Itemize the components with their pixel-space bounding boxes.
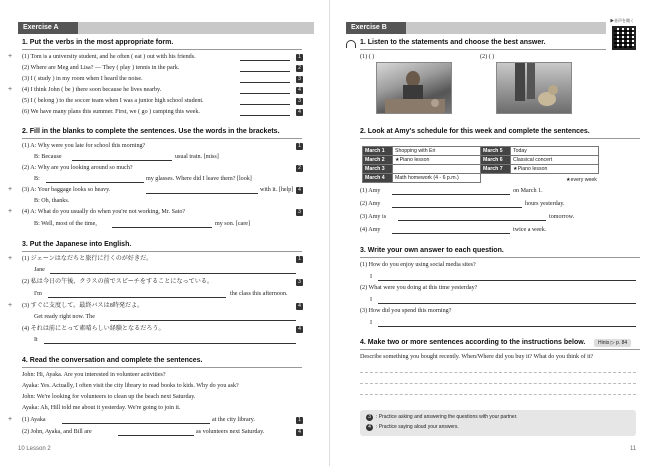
schedule-activity: Math homework (4 - 6 p.m.) <box>393 174 481 183</box>
answer-blank[interactable] <box>50 267 296 274</box>
conversation-line-4: Ayaka: Ah, Hill told me about it yesterday. We're going to join it. <box>22 405 181 411</box>
plus-icon: + <box>8 416 13 423</box>
s3-q4-b: It <box>34 337 38 343</box>
answer-blank[interactable] <box>44 337 296 344</box>
level-badge: 4 <box>296 429 303 436</box>
s4-right-prompt: Describe something you bought recently. When/Where did you buy it? What do you think of it? <box>360 354 594 360</box>
schedule-row <box>363 156 599 165</box>
qr-label: ▶音声を聞く <box>610 18 634 23</box>
schedule-empty <box>481 174 511 183</box>
answer-blank[interactable] <box>392 188 510 195</box>
s4-q2-b: as volunteers next Saturday. <box>196 429 265 435</box>
s2-q2-b: B: <box>34 176 40 182</box>
schedule-activity: ★Piano lesson <box>393 156 481 165</box>
answer-blank[interactable] <box>398 214 546 221</box>
s4-q2: (2) John, Ayaka, and Bill are <box>22 429 92 435</box>
plus-icon: + <box>8 255 13 262</box>
section-1-title: 1. Put the verbs in the most appropriate form. <box>22 39 174 46</box>
photo-woman-kitchen <box>376 62 452 114</box>
photo-2-answer[interactable]: (2) ( ) <box>480 54 495 60</box>
section-1-title: 1. Listen to the statements and choose the best answer. <box>360 39 546 46</box>
answer-blank[interactable] <box>118 429 194 436</box>
divider <box>22 251 302 252</box>
level-badge: 1 <box>296 256 303 263</box>
s1-line-4: (4) I think John ( be ) there soon because he lives nearby. <box>22 87 162 93</box>
practice-instruction-1: : Practice asking and answering the questions with your partner. <box>376 414 518 420</box>
level-badge: 3 <box>296 76 303 83</box>
answer-blank[interactable] <box>110 314 296 321</box>
page-number-left: 10 Lesson 2 <box>18 446 51 452</box>
schedule-table <box>362 146 599 183</box>
s2-right-q1-b: on March 1. <box>513 188 543 194</box>
s3-q2-b2: the class this afternoon. <box>230 291 288 297</box>
s3-q4: (4) それは前にとって素晴らしい経験となるだろう。 <box>22 326 165 332</box>
schedule-day: March 1 <box>363 147 393 156</box>
s3-q1-b: Jane <box>34 267 45 273</box>
s2-q4-b2: my son. [care] <box>215 221 251 227</box>
schedule-row <box>363 147 599 156</box>
level-badge: 3 <box>296 279 303 286</box>
answer-blank[interactable] <box>48 291 226 298</box>
level-badge: 4 <box>296 187 303 194</box>
schedule-day: March 2 <box>363 156 393 165</box>
answer-blank[interactable] <box>378 297 636 304</box>
s3-right-q2: (2) What were you doing at this time yesterday? <box>360 285 478 291</box>
photo-dog-walk <box>496 62 572 114</box>
schedule-day: March 6 <box>481 156 511 165</box>
photo-1-answer[interactable]: (1) ( ) <box>360 54 375 60</box>
page-number-right: 11 <box>630 446 637 452</box>
s4-q1: (1) Ayaka <box>22 417 46 423</box>
s3-right-i2: I <box>370 297 373 303</box>
level-badge: 3 <box>296 98 303 105</box>
conversation-line-2: Ayaka: Yes. Actually, I often visit the city library to read books to kids. Why do you ask? <box>22 383 239 389</box>
s3-q3-b: Get ready right now. The <box>34 314 95 320</box>
plus-icon: + <box>8 186 13 193</box>
answer-blank[interactable] <box>378 274 636 281</box>
answer-blank[interactable] <box>240 54 290 61</box>
s2-q4-b: B: Well, most of the time, <box>34 221 97 227</box>
schedule-row <box>363 165 599 174</box>
schedule-activity <box>393 165 481 174</box>
s2-right-q4-b: twice a week. <box>513 227 547 233</box>
headphone-icon <box>346 40 356 48</box>
s2-right-q1: (1) Amy <box>360 188 381 194</box>
s2-q3-a: (3) A: Your baggage looks so heavy. <box>22 187 111 193</box>
s3-right-q3: (3) How did you spend this morning? <box>360 308 452 314</box>
writing-line[interactable] <box>360 394 636 395</box>
s2-q2-b2: my glasses. Where did I leave them? [look] <box>146 176 252 182</box>
s1-line-3: (3) I ( study ) in my room when I heard the noise. <box>22 76 143 82</box>
schedule-activity: Today <box>511 147 599 156</box>
schedule-activity: Shopping with Eri <box>393 147 481 156</box>
section-4-title: 4. Read the conversation and complete the sentences. <box>22 357 203 364</box>
photo-dog-icon <box>497 63 572 114</box>
s2-q3-a2: with it. [help] <box>260 187 294 193</box>
s2-q3-b: B: Oh, thanks. <box>34 198 70 204</box>
s2-right-q3-b: tomorrow. <box>549 214 575 220</box>
level-badge: 4 <box>296 303 303 310</box>
practice-number-badge: 3 <box>366 414 373 421</box>
s2-right-q2-b: hours yesterday. <box>525 201 565 207</box>
plus-icon: + <box>8 302 13 309</box>
level-badge: 1 <box>296 143 303 150</box>
s4-q1-b: at the city library. <box>212 417 255 423</box>
divider <box>22 49 302 50</box>
answer-blank[interactable] <box>392 201 522 208</box>
answer-blank[interactable] <box>378 320 636 327</box>
s2-q1-b2: usual train. [miss] <box>175 154 219 160</box>
answer-blank[interactable] <box>46 176 144 183</box>
s2-right-q2: (2) Amy <box>360 201 381 207</box>
schedule-day: March 5 <box>481 147 511 156</box>
writing-line[interactable] <box>360 383 636 384</box>
level-badge: 2 <box>296 65 303 72</box>
level-badge: 4 <box>296 326 303 333</box>
divider <box>360 257 640 258</box>
section-3-title: 3. Write your own answer to each question. <box>360 247 504 254</box>
s3-right-i1: I <box>370 274 373 280</box>
schedule-activity: ★Piano lesson <box>511 165 599 174</box>
answer-blank[interactable] <box>112 221 212 228</box>
s2-q1-a: (1) A: Why were you late for school this morning? <box>22 143 146 149</box>
s3-q2-b: I'm <box>34 291 42 297</box>
answer-blank[interactable] <box>62 417 210 424</box>
answer-blank[interactable] <box>240 87 290 94</box>
level-badge: 4 <box>296 109 303 116</box>
s2-q1-b: B: Because <box>34 154 62 160</box>
divider <box>360 49 606 50</box>
writing-line[interactable] <box>360 372 636 373</box>
schedule-day: March 4 <box>363 174 393 183</box>
s3-q3: (3) すぐに支度して。最終バスは8時発だよ。 <box>22 303 144 309</box>
schedule-activity: Classical concert <box>511 156 599 165</box>
photo-figure-icon <box>377 63 452 114</box>
s2-right-q3: (3) Amy is <box>360 214 387 220</box>
answer-blank[interactable] <box>240 76 290 83</box>
section-4-title: 4. Make two or more sentences according to the instructions below. <box>360 339 586 346</box>
answer-blank[interactable] <box>240 65 290 72</box>
s3-q2: (2) 私は今日の午後、クラスの前でスピーチをすることになっている。 <box>22 279 214 285</box>
s2-q4-a: (4) A: What do you usually do when you're not working, Mr. Sato? <box>22 209 186 215</box>
schedule-row <box>363 174 599 183</box>
divider <box>360 349 640 350</box>
divider <box>22 367 302 368</box>
schedule-note: ★every week <box>566 177 597 183</box>
answer-blank[interactable] <box>146 187 258 194</box>
s2-q2-a: (2) A: Why are you looking around so much? <box>22 165 133 171</box>
answer-blank[interactable] <box>392 227 510 234</box>
exercise-b-tab: Exercise B <box>346 22 406 34</box>
answer-blank[interactable] <box>240 109 290 116</box>
schedule-day: March 3 <box>363 165 393 174</box>
s1-line-2: (2) Where are Meg and Lisa? — They ( play ) tennis in the park. <box>22 65 180 71</box>
level-badge: 4 <box>296 87 303 94</box>
answer-blank[interactable] <box>240 98 290 105</box>
plus-icon: + <box>8 86 13 93</box>
divider <box>22 138 302 139</box>
hints-badge[interactable]: Hints ▷ p. 84 <box>594 339 631 347</box>
level-badge: 1 <box>296 417 303 424</box>
plus-icon: + <box>8 53 13 60</box>
section-2-title: 2. Look at Amy's schedule for this week and complete the sentences. <box>360 128 590 135</box>
section-3-title: 3. Put the Japanese into English. <box>22 241 132 248</box>
s3-right-q1: (1) How do you enjoy using social media sites? <box>360 262 476 268</box>
answer-blank[interactable] <box>72 154 172 161</box>
s3-right-i3: I <box>370 320 373 326</box>
schedule-day: March 7 <box>481 165 511 174</box>
section-2-title: 2. Fill in the blanks to complete the sentences. Use the words in the brackets. <box>22 128 280 135</box>
qr-code-icon[interactable] <box>612 26 636 50</box>
s1-line-5: (5) I ( belong ) to the soccer team when I was a junior high school student. <box>22 98 204 104</box>
practice-instruction-2: : Practice saying aloud your answers. <box>376 424 459 430</box>
plus-icon: + <box>8 208 13 215</box>
level-badge: 2 <box>296 165 303 172</box>
s3-q1: (1) ジェーンはなだちと旅行に行くのが好きだ。 <box>22 256 153 262</box>
s1-line-6: (6) We have many plans this summer. First, we ( go ) camping this week. <box>22 109 200 115</box>
s1-line-1: (1) Tom is a university student, and he often ( eat ) out with his friends. <box>22 54 196 60</box>
level-badge: 1 <box>296 54 303 61</box>
conversation-line-3: John: We're looking for volunteers to clean up the beach next Saturday. <box>22 394 196 400</box>
practice-number-badge: 4 <box>366 424 373 431</box>
divider <box>360 138 640 139</box>
conversation-line-1: John: Hi, Ayaka. Are you interested in volunteer activities? <box>22 372 166 378</box>
exercise-a-tab: Exercise A <box>18 22 78 34</box>
level-badge: 3 <box>296 209 303 216</box>
s2-right-q4: (4) Amy <box>360 227 381 233</box>
